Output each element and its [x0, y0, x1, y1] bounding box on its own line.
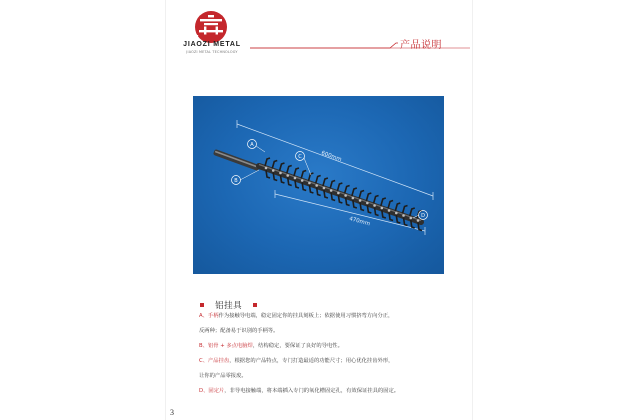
weld-point — [395, 212, 398, 215]
rack-hook — [330, 181, 335, 189]
svg-text:C: C — [298, 153, 302, 160]
rack-handle — [213, 149, 260, 171]
rack-hook — [388, 201, 393, 209]
weld-point — [409, 217, 412, 220]
rack-hook — [359, 191, 364, 199]
weld-point — [373, 204, 376, 207]
description-line: D、固定片，非导电接触端，将本端插入专门的氧化槽固定孔，有效保证挂具的固定。 — [199, 388, 400, 394]
weld-point — [279, 172, 282, 175]
page-number: 3 — [170, 408, 174, 417]
section-heading — [200, 294, 257, 311]
rack-hook — [316, 176, 321, 184]
weld-point — [337, 192, 340, 195]
description-list — [199, 313, 467, 403]
svg-text:B: B — [234, 177, 238, 184]
weld-point — [417, 219, 420, 222]
brand-logo — [191, 10, 231, 44]
weld-point — [294, 177, 297, 180]
product-photo — [193, 96, 444, 274]
rack-hook — [395, 203, 400, 211]
description-line: B、铝骨 + 多点电脑焊，结构稳定，要保证了良好的导电性。 — [199, 343, 343, 349]
rack-hook — [403, 206, 408, 214]
weld-point — [315, 184, 318, 187]
weld-point — [344, 194, 347, 197]
rack-hook — [287, 166, 292, 174]
description-line: 让你的产品零报废。 — [199, 373, 247, 379]
weld-point — [323, 187, 326, 190]
weld-point — [286, 174, 289, 177]
rack-hook — [265, 158, 270, 166]
weld-point — [388, 209, 391, 212]
weld-point — [402, 214, 405, 217]
rack-hook — [374, 196, 379, 204]
weld-point — [352, 197, 355, 200]
brand-subtitle: JIAOZI METAL TECHNOLOGY — [186, 50, 238, 54]
weld-point — [366, 202, 369, 205]
description-line: A、手柄作为接触导电端，稳定固定你的挂具刻板上；依据使用习惯挤弯方向分正， — [199, 313, 394, 319]
weld-point — [359, 199, 362, 202]
rack-hook — [410, 208, 415, 216]
weld-point — [330, 189, 333, 192]
weld-point — [381, 207, 384, 210]
svg-text:D: D — [421, 212, 425, 219]
bullet-square — [253, 303, 257, 307]
rack-hook — [279, 163, 284, 171]
weld-point — [301, 179, 304, 182]
dimension-label-600: 600mm — [320, 150, 343, 164]
weld-point — [272, 169, 275, 172]
rack-hook — [301, 171, 306, 179]
rack-hook — [381, 198, 386, 206]
weld-point — [265, 167, 268, 170]
description-line: 反两种；配备易于识别的手柄等。 — [199, 328, 279, 334]
rack-hook — [352, 188, 357, 196]
weld-point — [308, 182, 311, 185]
dimension-label-470: 470mm — [348, 216, 371, 228]
rack-hook — [345, 186, 350, 194]
rack-hook — [294, 168, 299, 176]
page-title: 产品说明 — [400, 40, 442, 51]
rack-hook — [323, 178, 328, 186]
section-title: 铝挂具 — [215, 300, 243, 311]
brand-name: JIAOZI METAL — [183, 41, 241, 48]
rack-hook — [366, 193, 371, 201]
svg-text:A: A — [250, 141, 254, 148]
rack-hook — [337, 183, 342, 191]
bullet-square — [200, 303, 204, 307]
rack-illustration — [193, 96, 444, 274]
description-line: C、产品挂齿，根据您的产品特点，专门打造最适的功能尺寸；用心优化挂齿外形， — [199, 358, 394, 364]
rack-hook — [272, 161, 277, 169]
